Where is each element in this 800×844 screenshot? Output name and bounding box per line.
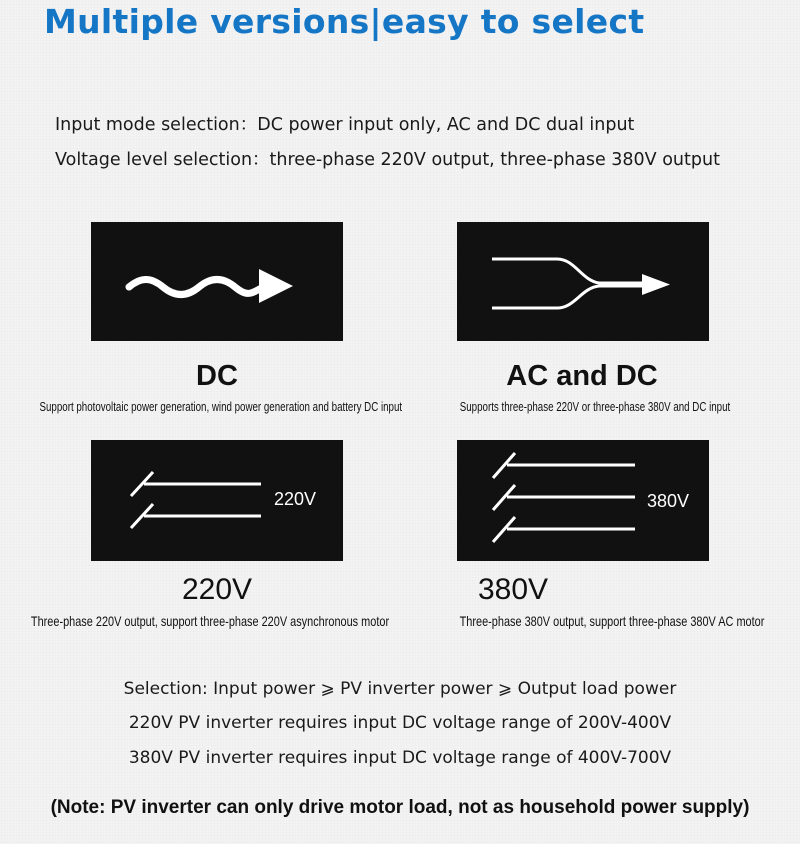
- v220-label: 220V: [181, 573, 253, 606]
- acdc-label: AC and DC: [506, 360, 658, 392]
- v220-description: Three-phase 220V output, support three-phase 220V asynchronous motor: [30, 613, 390, 629]
- acdc-description: Supports three-phase 220V or three-phase 380V and DC input: [459, 400, 731, 414]
- v220-panel: [91, 440, 343, 561]
- v220-panel-text: 220V: [274, 489, 317, 509]
- dc-panel: [91, 222, 343, 341]
- dc-description: Support photovoltaic power generation, wind power generation and battery DC input: [39, 400, 403, 414]
- dc-label: DC: [196, 360, 238, 392]
- selection-rule: Selection: Input power ⩾ PV inverter power ⩾ Output load power: [123, 679, 677, 699]
- merge-arrow-icon: [457, 222, 709, 341]
- input-mode-text: Input mode selection：DC power input only, AC and DC dual input: [55, 115, 635, 135]
- v380-panel-text: 380V: [647, 491, 690, 511]
- page-title: Multiple versions|easy to select: [44, 2, 645, 41]
- range-380-text: 380V PV inverter requires input DC voltage range of 400V-700V: [128, 748, 672, 768]
- v380-label: 380V: [477, 573, 549, 606]
- voltage-level-text: Voltage level selection：three-phase 220V output, three-phase 380V output: [55, 150, 720, 170]
- wavy-arrow-icon: [91, 222, 343, 341]
- acdc-panel: [457, 222, 709, 341]
- v380-description: Three-phase 380V output, support three-phase 380V AC motor: [459, 613, 765, 629]
- range-220-text: 220V PV inverter requires input DC voltage range of 200V-400V: [128, 713, 672, 733]
- note-text: (Note: PV inverter can only drive motor load, not as household power supply): [50, 797, 750, 818]
- v380-panel: [457, 440, 709, 561]
